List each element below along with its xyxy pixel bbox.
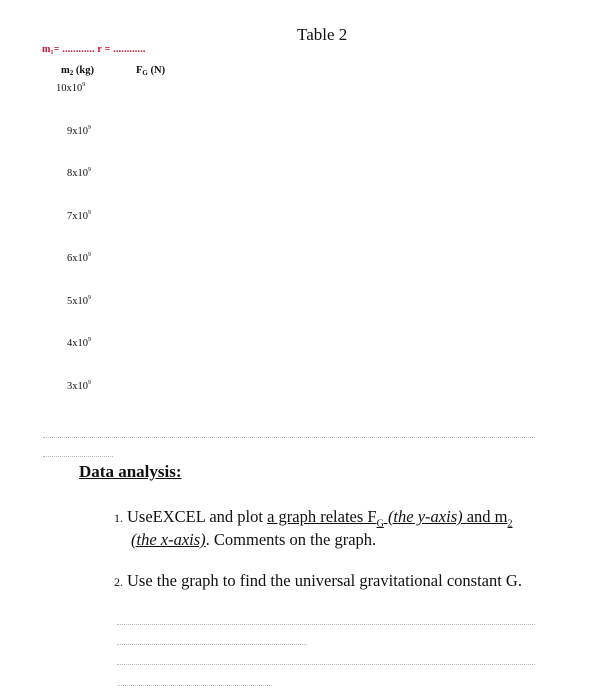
table-title: Table 2 [297,25,348,44]
mass-cell: $10x10^9$ [56,82,86,94]
mass-cell: $5x10^9$ [67,295,91,307]
mass-cell: $7x10^9$ [67,210,91,222]
mass-cell: $4x10^9$ [67,337,91,349]
answer-line [117,685,272,686]
mass-cell: $3x10^9$ [67,380,91,392]
question-2: 2. Use the graph to find the universal gravitational constant G. [114,571,522,590]
column-header-m2: $m_2$ (kg) [61,65,94,77]
column-header-fg: $F_G$ (N) [136,65,166,77]
mass-cell: $9x10^9$ [67,125,91,137]
answer-line [117,624,535,625]
question-1: 1. UseEXCEL and plot a graph relates $F_G$ (the y-axis) and $m_2$ [114,507,513,530]
dotted-separator [43,437,535,438]
answer-line [117,644,307,645]
mass-cell: $6x10^9$ [67,252,91,264]
answer-line [117,664,535,665]
question-1-continued: (the x-axis). Comments on the graph. [131,530,377,549]
mass-cell: $8x10^9$ [67,167,91,179]
data-analysis-heading: Data analysis: [79,462,182,481]
dotted-separator [43,456,113,457]
parameters-line: $m_1=$ ............ r = ............ [42,44,146,56]
